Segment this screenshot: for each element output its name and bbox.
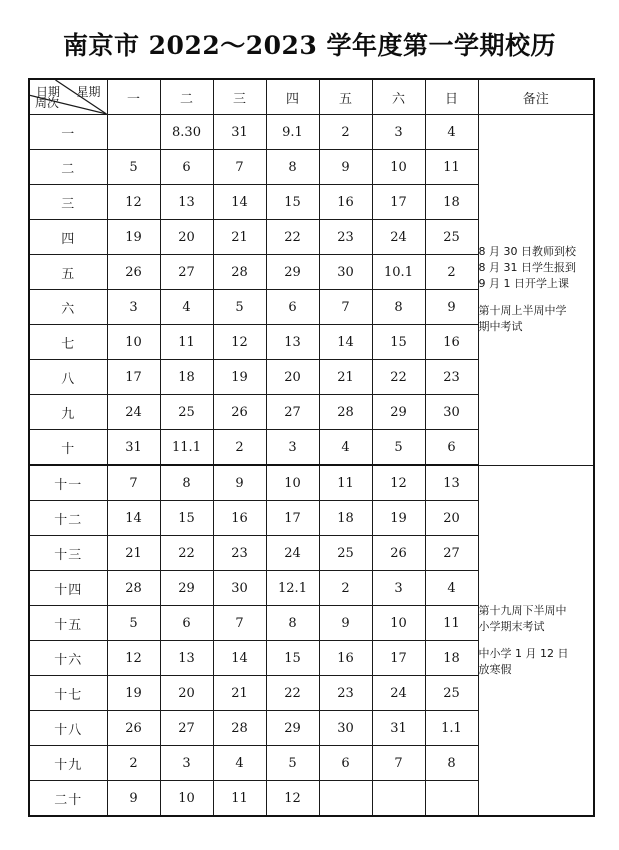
date-cell: 21 (213, 676, 266, 711)
date-cell (107, 115, 160, 150)
date-cell: 22 (266, 676, 319, 711)
notes-line: 9 月 1 日开学上课 (478, 277, 569, 291)
week-label-cell: 十二 (29, 501, 107, 536)
date-cell: 25 (319, 536, 372, 571)
date-cell: 5 (266, 746, 319, 781)
date-cell: 30 (319, 711, 372, 746)
date-cell: 25 (425, 676, 478, 711)
date-cell: 16 (213, 501, 266, 536)
date-cell: 4 (319, 430, 372, 466)
date-cell: 8 (266, 150, 319, 185)
date-cell: 7 (213, 150, 266, 185)
date-cell: 14 (319, 325, 372, 360)
week-label-cell: 十六 (29, 641, 107, 676)
date-cell: 7 (372, 746, 425, 781)
date-cell: 2 (319, 571, 372, 606)
date-cell: 27 (266, 395, 319, 430)
date-cell: 4 (160, 290, 213, 325)
day-header-2: 二 (160, 79, 213, 115)
date-cell: 3 (160, 746, 213, 781)
date-cell: 2 (107, 746, 160, 781)
date-cell: 5 (372, 430, 425, 466)
date-cell: 9 (319, 606, 372, 641)
date-cell: 21 (319, 360, 372, 395)
notes-line: 第十九周下半周中 (478, 603, 567, 617)
date-cell: 10 (266, 465, 319, 501)
date-cell: 21 (107, 536, 160, 571)
date-cell: 22 (372, 360, 425, 395)
date-cell: 15 (266, 641, 319, 676)
notes-text (479, 244, 594, 335)
date-cell: 24 (107, 395, 160, 430)
week-label-cell: 十九 (29, 746, 107, 781)
date-cell: 17 (107, 360, 160, 395)
date-cell: 11.1 (160, 430, 213, 466)
date-cell: 12.1 (266, 571, 319, 606)
date-cell: 16 (425, 325, 478, 360)
date-cell: 6 (266, 290, 319, 325)
date-cell: 1.1 (425, 711, 478, 746)
date-cell: 2 (425, 255, 478, 290)
date-cell: 24 (266, 536, 319, 571)
date-cell: 25 (425, 220, 478, 255)
date-cell: 13 (160, 641, 213, 676)
date-cell: 27 (425, 536, 478, 571)
day-header-6: 六 (372, 79, 425, 115)
date-cell: 10 (160, 781, 213, 817)
notes-line: 期中考试 (478, 320, 523, 334)
week-label-cell: 十八 (29, 711, 107, 746)
date-cell: 28 (213, 711, 266, 746)
date-cell: 22 (160, 536, 213, 571)
notes-line: 小学期末考试 (478, 619, 545, 633)
date-cell: 5 (107, 606, 160, 641)
week-label-cell: 五 (29, 255, 107, 290)
date-cell: 30 (425, 395, 478, 430)
date-cell: 31 (107, 430, 160, 466)
date-cell: 8 (372, 290, 425, 325)
date-cell: 6 (425, 430, 478, 466)
date-cell: 14 (213, 185, 266, 220)
date-cell: 31 (372, 711, 425, 746)
date-cell: 19 (107, 220, 160, 255)
date-cell: 12 (107, 641, 160, 676)
table-header-row (29, 79, 594, 115)
date-cell: 16 (319, 641, 372, 676)
date-cell: 27 (160, 711, 213, 746)
date-cell: 12 (107, 185, 160, 220)
date-cell: 8 (425, 746, 478, 781)
date-cell: 3 (372, 115, 425, 150)
date-cell: 29 (372, 395, 425, 430)
date-cell: 23 (425, 360, 478, 395)
day-header-3: 三 (213, 79, 266, 115)
date-cell: 10 (372, 606, 425, 641)
date-cell: 15 (160, 501, 213, 536)
date-cell: 6 (160, 150, 213, 185)
date-cell: 14 (107, 501, 160, 536)
date-cell: 13 (425, 465, 478, 501)
school-calendar-table (28, 78, 595, 817)
date-cell: 30 (213, 571, 266, 606)
date-cell: 18 (425, 185, 478, 220)
week-label-cell: 十三 (29, 536, 107, 571)
date-cell: 9 (213, 465, 266, 501)
date-cell: 15 (266, 185, 319, 220)
date-cell: 2 (319, 115, 372, 150)
calendar-table-wrapper (28, 78, 592, 817)
week-label-cell: 六 (29, 290, 107, 325)
notes-line: 8 月 30 日教师到校 (478, 245, 576, 259)
date-cell: 7 (107, 465, 160, 501)
date-cell: 2 (213, 430, 266, 466)
date-cell: 8 (266, 606, 319, 641)
date-cell: 24 (372, 220, 425, 255)
week-label-cell: 一 (29, 115, 107, 150)
date-cell: 19 (107, 676, 160, 711)
date-cell: 4 (213, 746, 266, 781)
corner-weekday-label: 星期 (76, 85, 101, 99)
notes-line: 8 月 31 日学生报到 (478, 261, 576, 275)
date-cell: 8 (160, 465, 213, 501)
week-label-cell: 九 (29, 395, 107, 430)
date-cell: 3 (372, 571, 425, 606)
table-row (29, 465, 594, 501)
date-cell: 6 (319, 746, 372, 781)
date-cell: 5 (107, 150, 160, 185)
date-cell: 11 (425, 606, 478, 641)
date-cell: 26 (107, 255, 160, 290)
date-cell: 10 (107, 325, 160, 360)
date-cell: 4 (425, 571, 478, 606)
date-cell: 29 (266, 255, 319, 290)
corner-header-cell (29, 79, 107, 115)
date-cell: 28 (319, 395, 372, 430)
notes-cell-second (478, 465, 594, 816)
date-cell: 7 (213, 606, 266, 641)
date-cell: 11 (160, 325, 213, 360)
date-cell: 17 (266, 501, 319, 536)
date-cell: 12 (213, 325, 266, 360)
date-cell: 29 (160, 571, 213, 606)
date-cell: 18 (160, 360, 213, 395)
page-title: 南京市 2022～2023 学年度第一学期校历 (62, 31, 557, 60)
date-cell: 17 (372, 641, 425, 676)
week-label-cell: 三 (29, 185, 107, 220)
notes-text (479, 603, 594, 678)
date-cell (425, 781, 478, 817)
notes-header: 备注 (478, 79, 594, 115)
date-cell: 9.1 (266, 115, 319, 150)
table-row (29, 115, 594, 150)
day-header-4: 四 (266, 79, 319, 115)
date-cell: 24 (372, 676, 425, 711)
date-cell: 15 (372, 325, 425, 360)
date-cell: 10 (372, 150, 425, 185)
date-cell: 28 (107, 571, 160, 606)
date-cell: 20 (160, 220, 213, 255)
date-cell: 4 (425, 115, 478, 150)
day-header-7: 日 (425, 79, 478, 115)
date-cell: 26 (213, 395, 266, 430)
date-cell: 13 (160, 185, 213, 220)
date-cell: 23 (319, 676, 372, 711)
date-cell (372, 781, 425, 817)
week-label-cell: 十一 (29, 465, 107, 501)
date-cell: 16 (319, 185, 372, 220)
date-cell: 14 (213, 641, 266, 676)
date-cell: 5 (213, 290, 266, 325)
date-cell: 3 (266, 430, 319, 466)
date-cell: 3 (107, 290, 160, 325)
date-cell: 30 (319, 255, 372, 290)
date-cell: 18 (425, 641, 478, 676)
date-cell: 23 (213, 536, 266, 571)
notes-gap (479, 292, 594, 303)
date-cell: 11 (319, 465, 372, 501)
date-cell: 28 (213, 255, 266, 290)
date-cell: 18 (319, 501, 372, 536)
date-cell: 23 (319, 220, 372, 255)
week-label-cell: 四 (29, 220, 107, 255)
day-header-1: 一 (107, 79, 160, 115)
date-cell: 8.30 (160, 115, 213, 150)
date-cell: 20 (425, 501, 478, 536)
week-label-cell: 十四 (29, 571, 107, 606)
date-cell: 26 (372, 536, 425, 571)
week-label-cell: 二十 (29, 781, 107, 817)
date-cell: 9 (107, 781, 160, 817)
date-cell: 9 (319, 150, 372, 185)
date-cell: 9 (425, 290, 478, 325)
day-header-5: 五 (319, 79, 372, 115)
date-cell: 17 (372, 185, 425, 220)
week-label-cell: 二 (29, 150, 107, 185)
date-cell: 10.1 (372, 255, 425, 290)
date-cell: 21 (213, 220, 266, 255)
notes-gap (479, 635, 594, 646)
date-cell: 13 (266, 325, 319, 360)
corner-date-label: 日期 (36, 85, 61, 99)
notes-line: 第十周上半周中学 (478, 304, 567, 318)
date-cell: 12 (266, 781, 319, 817)
week-label-cell: 十 (29, 430, 107, 466)
week-label-cell: 十五 (29, 606, 107, 641)
corner-weeknum-label: 周次 (35, 96, 60, 110)
date-cell: 12 (372, 465, 425, 501)
date-cell: 29 (266, 711, 319, 746)
date-cell: 20 (266, 360, 319, 395)
week-label-cell: 七 (29, 325, 107, 360)
date-cell: 25 (160, 395, 213, 430)
notes-line: 中小学 1 月 12 日 (478, 646, 569, 660)
date-cell: 27 (160, 255, 213, 290)
week-label-cell: 八 (29, 360, 107, 395)
date-cell: 6 (160, 606, 213, 641)
date-cell (319, 781, 372, 817)
date-cell: 11 (425, 150, 478, 185)
week-label-cell: 十七 (29, 676, 107, 711)
date-cell: 7 (319, 290, 372, 325)
date-cell: 19 (213, 360, 266, 395)
date-cell: 31 (213, 115, 266, 150)
notes-line: 放寒假 (478, 662, 512, 676)
date-cell: 20 (160, 676, 213, 711)
notes-cell-first (478, 115, 594, 466)
date-cell: 26 (107, 711, 160, 746)
date-cell: 19 (372, 501, 425, 536)
date-cell: 11 (213, 781, 266, 817)
date-cell: 22 (266, 220, 319, 255)
